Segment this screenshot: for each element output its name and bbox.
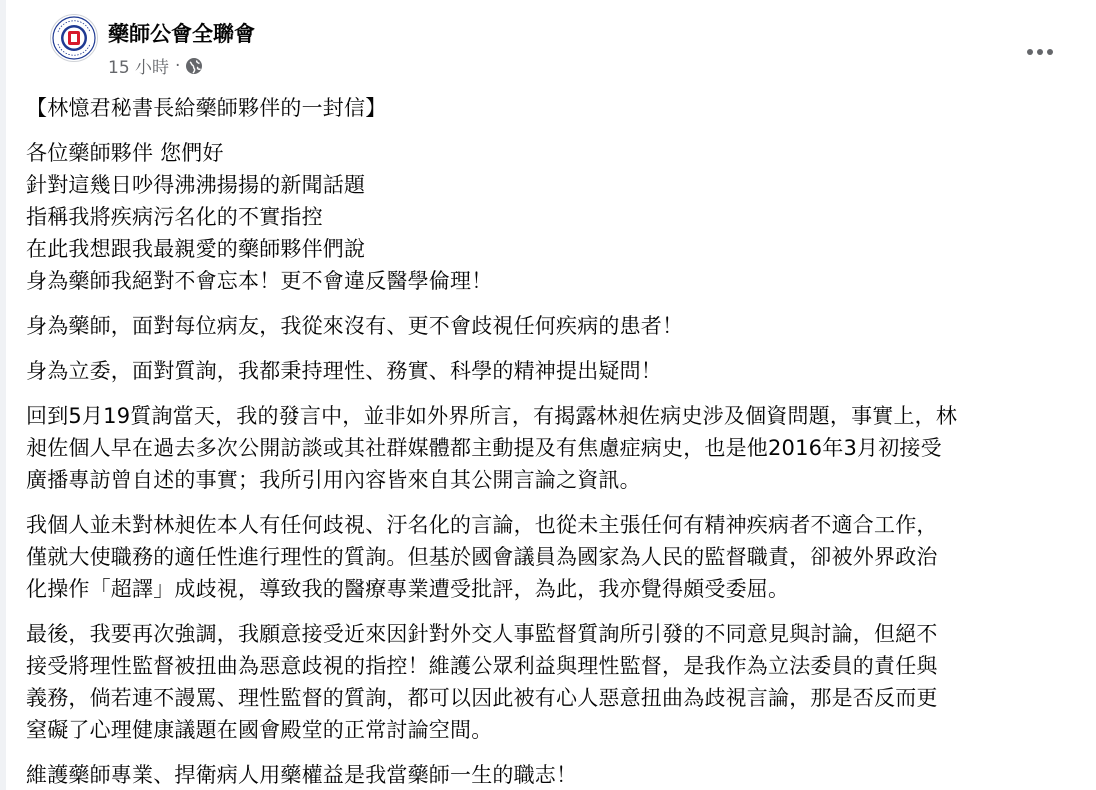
paragraph-line: 廣播專訪曾自述的事實；我所引用內容皆來自其公開言論之資訊。	[26, 468, 641, 492]
post-paragraph-2: 身為立委，面對質詢，我都秉持理性、務實、科學的精神提出疑問！	[26, 359, 662, 383]
post-paragraph-4	[26, 509, 1076, 605]
post-paragraph-6: 維護藥師專業、捍衛病人用藥權益是我當藥師一生的職志！	[26, 763, 578, 787]
paragraph-line: 接受將理性監督被扭曲為惡意歧視的指控！維護公眾利益與理性監督，是我作為立法委員的責任與	[26, 654, 938, 678]
intro-line: 在此我想跟我最親愛的藥師夥伴們說	[26, 237, 366, 261]
more-options-button[interactable]	[1020, 32, 1060, 72]
avatar[interactable]	[50, 14, 98, 62]
paragraph-line: 昶佐個人早在過去多次公開訪談或其社群媒體都主動提及有焦慮症病史，也是他2016年3月初接受	[26, 436, 942, 460]
intro-line: 身為藥師我絕對不會忘本！更不會違反醫學倫理！	[26, 269, 493, 293]
more-horizontal-icon	[1027, 49, 1033, 55]
post-meta	[108, 53, 203, 78]
paragraph-line: 最後，我要再次強調，我願意接受近來因針對外交人事監督質詢所引發的不同意見與討論，但絕不	[26, 622, 938, 646]
post-paragraph-3	[26, 400, 1076, 496]
post-title: 【林憶君秘書長給藥師夥伴的一封信】	[26, 96, 387, 120]
paragraph-line: 僅就大使職務的適任性進行理性的質詢。但基於國會議員為國家為人民的監督職責，卻被外界政治	[26, 545, 938, 569]
post-time-link[interactable]: 15 小時	[108, 58, 170, 78]
globe-icon[interactable]	[185, 57, 203, 75]
post-paragraph-1: 身為藥師，面對每位病友，我從來沒有、更不會歧視任何疾病的患者！	[26, 314, 684, 338]
page-name-link[interactable]: 藥師公會全聯會	[108, 22, 255, 46]
post-body	[26, 92, 1076, 790]
intro-line: 針對這幾日吵得沸沸揚揚的新聞話題	[26, 173, 366, 197]
paragraph-line: 回到5月19質詢當天，我的發言中，並非如外界所言，有揭露林昶佐病史涉及個資問題，事實上，林	[26, 404, 958, 428]
association-logo-icon	[50, 14, 98, 62]
paragraph-line: 我個人並未對林昶佐本人有任何歧視、汙名化的言論，也從未主張任何有精神疾病者不適合工作，	[26, 513, 938, 537]
paragraph-line: 窒礙了心理健康議題在國會殿堂的正常討論空間。	[26, 718, 493, 742]
post-intro	[26, 137, 1076, 297]
post-paragraph-5	[26, 618, 1076, 746]
paragraph-line: 義務，倘若連不謾罵、理性監督的質詢，都可以因此被有心人惡意扭曲為歧視言論，那是否反而更	[26, 686, 938, 710]
intro-line: 指稱我將疾病污名化的不實指控	[26, 205, 323, 229]
meta-separator: ·	[175, 55, 181, 76]
post-header	[50, 14, 1072, 78]
paragraph-line: 化操作「超譯」成歧視，導致我的醫療專業遭受批評，為此，我亦覺得頗受委屈。	[26, 577, 790, 601]
intro-line: 各位藥師夥伴 您們好	[26, 141, 224, 165]
